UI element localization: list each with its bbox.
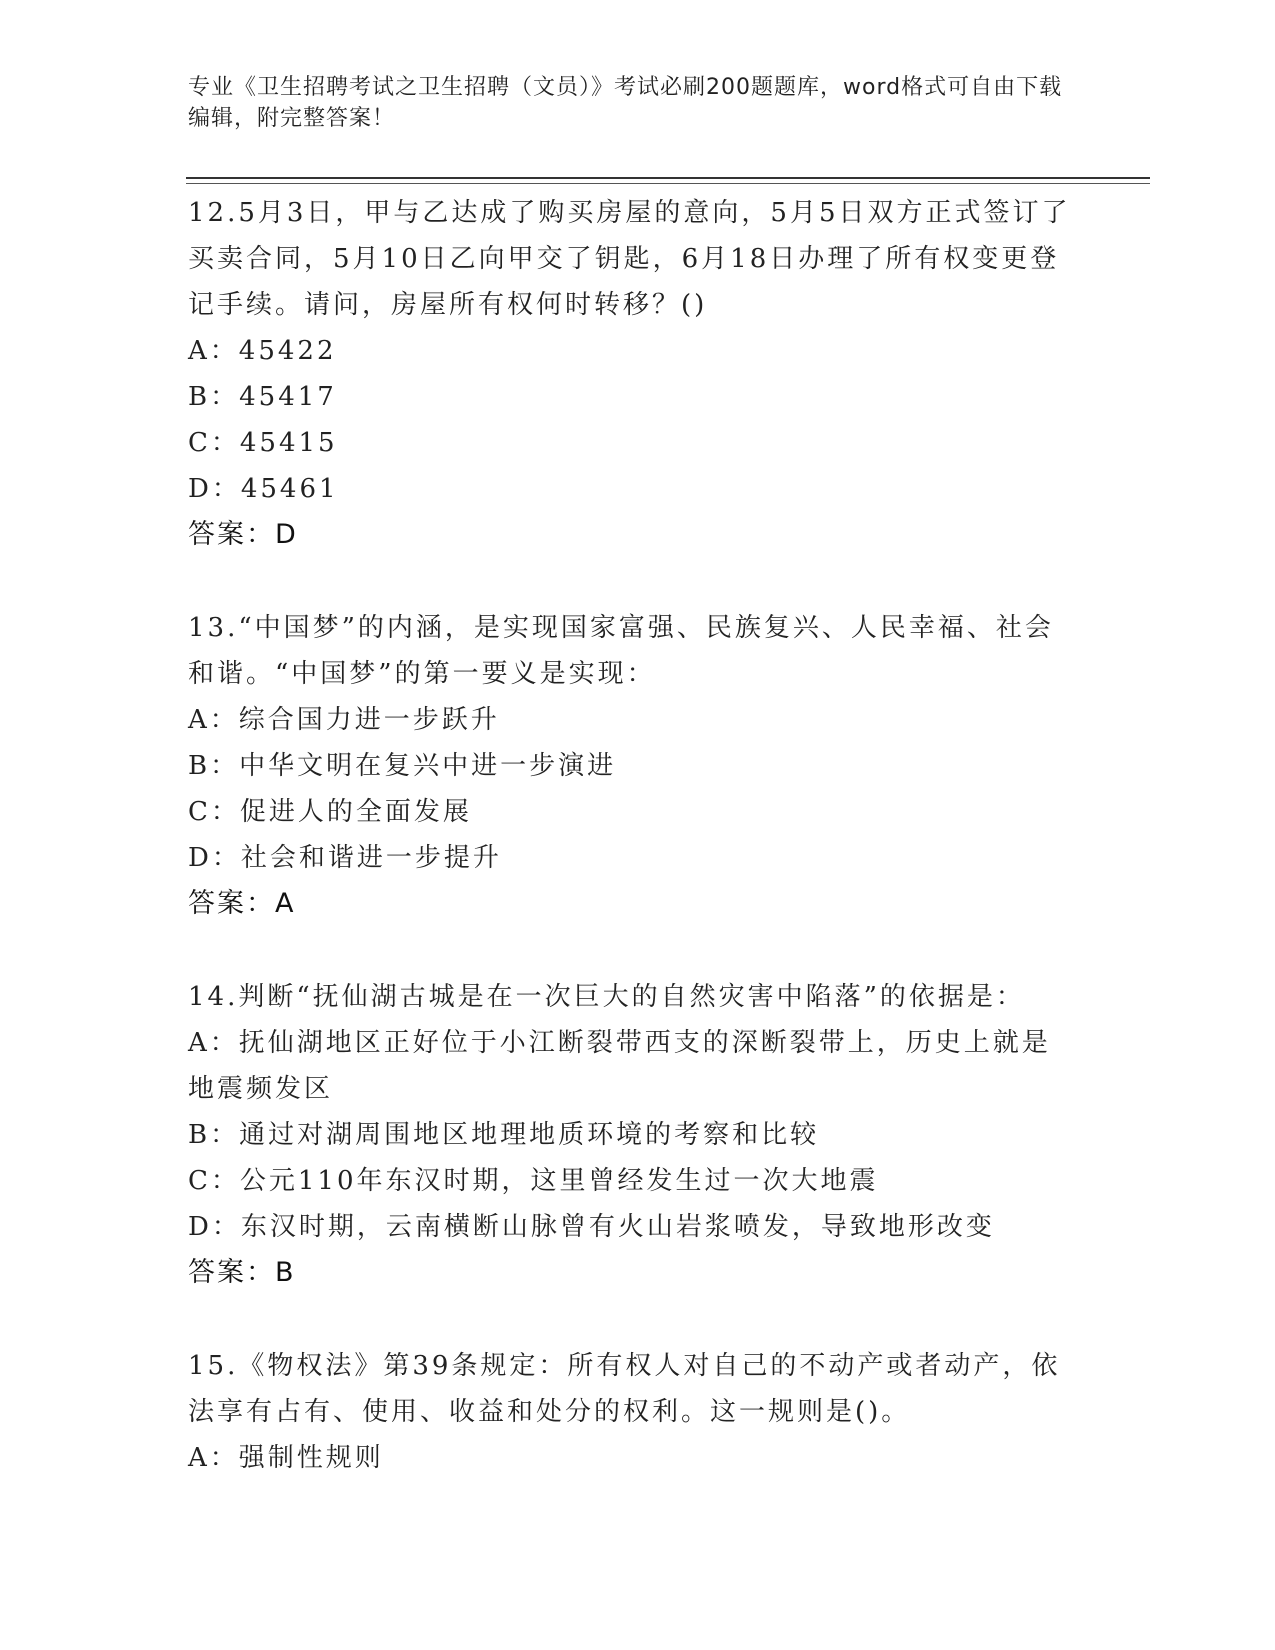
option-c: C：促进人的全面发展 [188,797,472,827]
option-c: C：45415 [188,428,338,458]
header-divider-thin [186,183,1150,184]
answer-line: 答案：B [188,1257,296,1288]
question-stem: 15.《物权法》第39条规定：所有权人对自己的不动产或者动产，依法享有占有、使用、收益和处分的权利。这一规则是()。 [188,1351,1061,1427]
question-list [188,190,1078,1528]
option-b: B：通过对湖周围地区地理地质环境的考察和比较 [188,1120,820,1150]
option-a: A：强制性规则 [188,1443,384,1473]
question-stem: 14.判断“抚仙湖古城是在一次巨大的自然灾害中陷落”的依据是： [188,982,1025,1012]
question-stem: 13.“中国梦”的内涵，是实现国家富强、民族复兴、人民幸福、社会和谐。“中国梦”的第一要义是实现： [188,613,1054,689]
option-d: D：社会和谐进一步提升 [188,843,502,873]
answer-line: 答案：A [188,888,296,919]
option-c: C：公元110年东汉时期，这里曾经发生过一次大地震 [188,1166,879,1196]
question-14 [188,974,1078,1296]
header-divider-thick [186,177,1150,179]
option-b: B：中华文明在复兴中进一步演进 [188,751,617,781]
answer-line: 答案：D [188,519,298,550]
option-b: B：45417 [188,382,337,412]
question-13 [188,605,1078,927]
option-d: D：45461 [188,474,339,504]
option-a: A：抚仙湖地区正好位于小江断裂带西支的深断裂带上，历史上就是地震频发区 [188,1028,1051,1104]
option-a: A：45422 [188,336,337,366]
option-a: A：综合国力进一步跃升 [188,705,500,735]
document-header: 专业《卫生招聘考试之卫生招聘（文员）》考试必刷200题题库，word格式可自由下载编辑，附完整答案！ [188,75,1063,131]
question-15 [188,1343,1078,1481]
question-stem: 12.5月3日，甲与乙达成了购买房屋的意向，5月5日双方正式签订了买卖合同，5月10日乙向甲交了钥匙，6月18日办理了所有权变更登记手续。请问，房屋所有权何时转移？() [188,198,1071,320]
option-d: D：东汉时期，云南横断山脉曾有火山岩浆喷发，导致地形改变 [188,1212,995,1242]
question-12 [188,190,1078,558]
